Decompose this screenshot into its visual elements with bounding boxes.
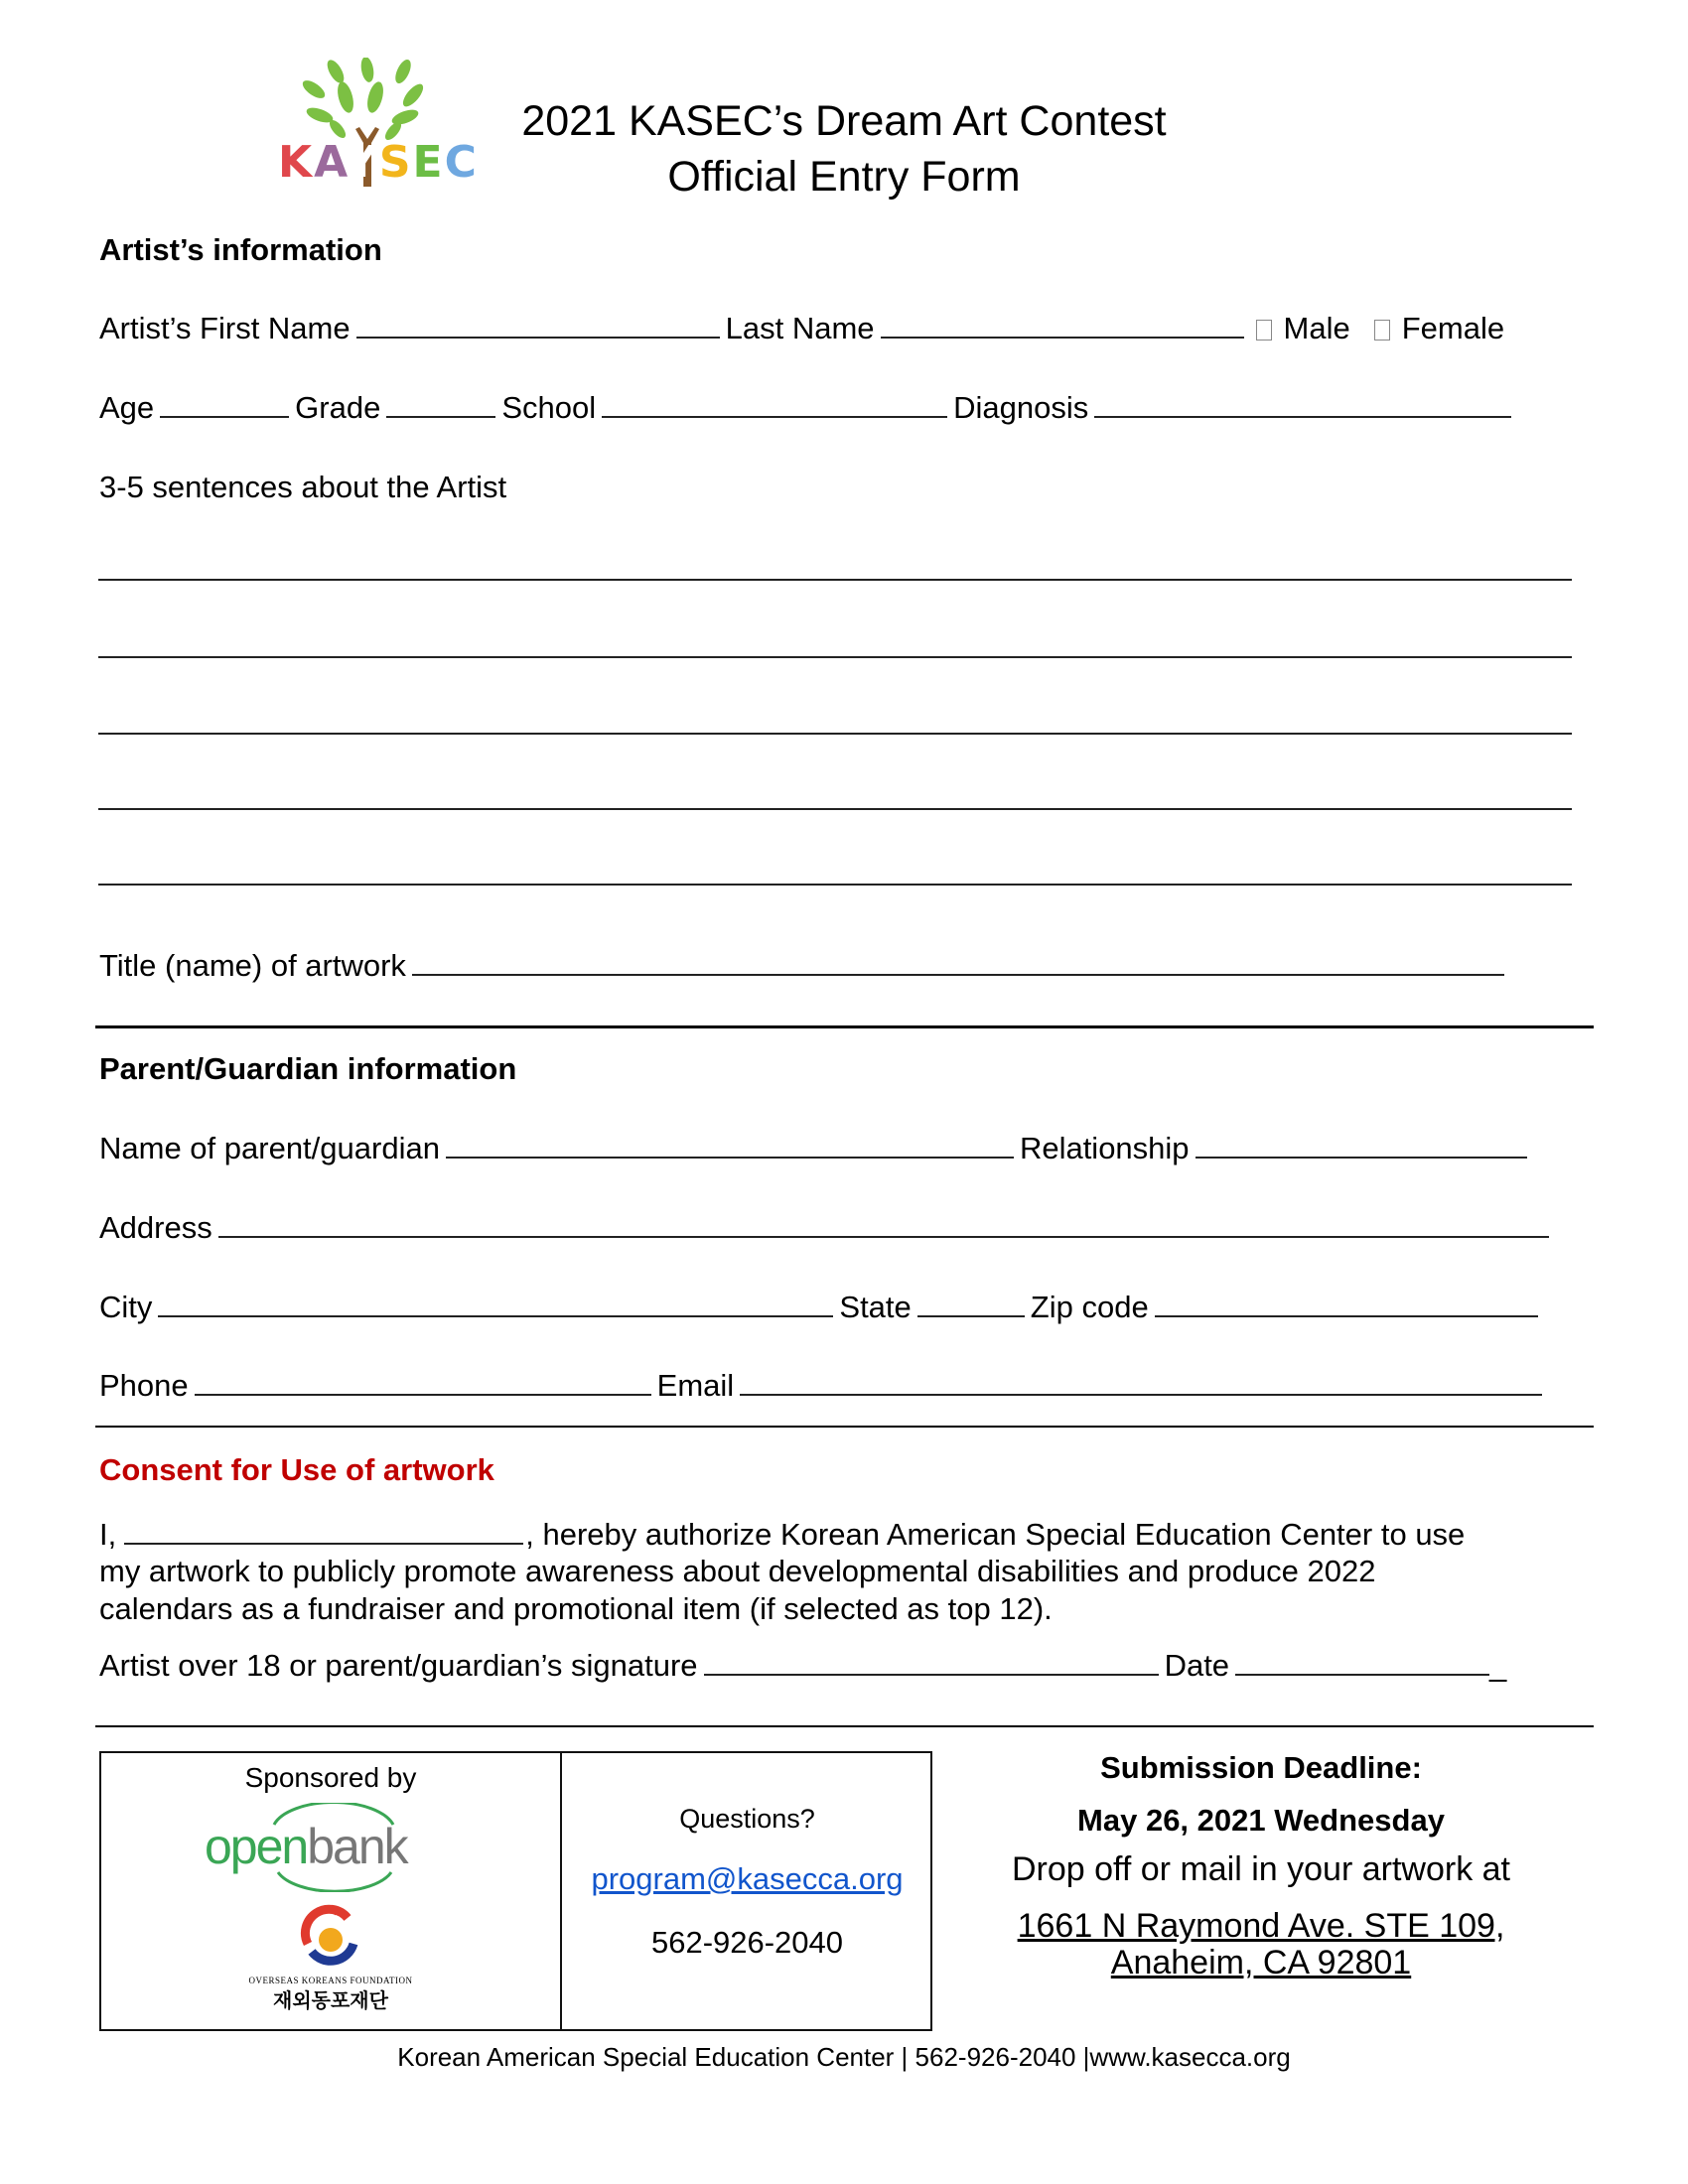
contact-phone: 562-926-2040 xyxy=(650,1925,844,1960)
first-name-field[interactable] xyxy=(356,311,720,339)
parent-name-field[interactable] xyxy=(446,1131,1014,1159)
signature-label: Artist over 18 or parent/guardian’s signature xyxy=(99,1648,698,1683)
phone-field[interactable] xyxy=(195,1368,651,1396)
address-line-1-text: 1661 N Raymond Ave. STE 109, xyxy=(1017,1907,1505,1945)
parent-section-heading: Parent/Guardian information xyxy=(99,1051,517,1086)
section-divider xyxy=(95,1725,1594,1727)
about-line-5[interactable] xyxy=(98,884,1572,886)
age-label: Age xyxy=(99,390,155,425)
address-label: Address xyxy=(99,1210,212,1245)
artist-details-row xyxy=(99,390,1517,426)
artwork-title-label: Title (name) of artwork xyxy=(99,948,406,983)
consent-line-2: my artwork to publicly promote awareness about developmental disabilities and produce 2022 xyxy=(99,1554,1376,1588)
consent-authorize-text: , hereby authorize Korean American Special Education Center to use xyxy=(525,1517,1466,1552)
signature-field[interactable] xyxy=(704,1648,1159,1676)
deadline-date: May 26, 2021 Wednesday xyxy=(1077,1803,1445,1838)
logo-wordmark: KAYSEC xyxy=(278,137,479,188)
city-row xyxy=(99,1290,1544,1325)
consent-heading: Consent for Use of artwork xyxy=(99,1452,494,1487)
address-line-2-text: Anaheim, CA 92801 xyxy=(1110,1944,1412,1981)
page-footer: Korean American Special Education Center | 562-926-2040 |www.kasecca.org xyxy=(397,2042,1291,2072)
phone-row xyxy=(99,1368,1548,1404)
page-title: 2021 KASEC’s Dream Art Contest xyxy=(521,97,1167,145)
male-checkbox[interactable] xyxy=(1256,320,1272,341)
consent-name-field[interactable] xyxy=(124,1517,523,1545)
female-label: Female xyxy=(1401,311,1505,345)
foundation-logo-icon xyxy=(298,1904,363,1970)
state-label: State xyxy=(839,1290,912,1324)
kasec-logo xyxy=(276,58,479,189)
deadline-label: Submission Deadline: xyxy=(1100,1750,1422,1785)
openbank-wordmark xyxy=(205,1819,407,1874)
about-artist-label: 3-5 sentences about the Artist xyxy=(99,470,507,504)
state-field[interactable] xyxy=(917,1290,1025,1317)
email-label: Email xyxy=(656,1368,735,1403)
address-field[interactable] xyxy=(218,1210,1549,1238)
first-name-label: Artist’s First Name xyxy=(99,311,351,345)
female-checkbox[interactable] xyxy=(1374,320,1390,341)
sponsored-by-label: Sponsored by xyxy=(244,1762,417,1793)
date-label: Date xyxy=(1164,1648,1230,1683)
city-field[interactable] xyxy=(158,1290,833,1317)
artwork-title-field[interactable] xyxy=(412,948,1504,976)
signature-row xyxy=(99,1648,1506,1684)
zip-label: Zip code xyxy=(1030,1290,1149,1324)
openbank-logo xyxy=(197,1803,465,1892)
section-divider xyxy=(95,1025,1594,1028)
phone-label: Phone xyxy=(99,1368,189,1403)
age-field[interactable] xyxy=(160,390,289,418)
grade-field[interactable] xyxy=(386,390,495,418)
submission-instructions: Drop off or mail in your artwork at xyxy=(1012,1850,1510,1888)
relationship-field[interactable] xyxy=(1196,1131,1527,1159)
diagnosis-label: Diagnosis xyxy=(953,390,1089,425)
school-field[interactable] xyxy=(602,390,947,418)
address-row xyxy=(99,1210,1555,1246)
diagnosis-field[interactable] xyxy=(1094,390,1511,418)
date-field[interactable] xyxy=(1235,1648,1489,1676)
relationship-label: Relationship xyxy=(1019,1131,1190,1165)
foundation-english-name: OVERSEAS KOREANS FOUNDATION xyxy=(248,1976,413,1985)
consent-line-1 xyxy=(99,1516,1465,1554)
foundation-korean-name: 재외동포재단 xyxy=(273,1988,388,2012)
artist-name-row xyxy=(99,311,1504,346)
grade-label: Grade xyxy=(295,390,381,425)
consent-line-3: calendars as a fundraiser and promotional item (if selected as top 12). xyxy=(99,1591,1053,1626)
email-field[interactable] xyxy=(740,1368,1542,1396)
openbank-open-text: open xyxy=(205,1819,308,1874)
submission-address-line-2 xyxy=(953,1944,1569,1981)
city-label: City xyxy=(99,1290,153,1324)
last-name-field[interactable] xyxy=(881,311,1244,339)
school-label: School xyxy=(501,390,597,425)
male-label: Male xyxy=(1283,311,1350,345)
parent-name-row xyxy=(99,1131,1533,1166)
about-line-4[interactable] xyxy=(98,808,1572,810)
date-trailing: _ xyxy=(1489,1648,1507,1683)
consent-i: I, xyxy=(99,1517,117,1552)
section-divider xyxy=(95,1426,1594,1428)
last-name-label: Last Name xyxy=(725,311,875,345)
parent-name-label: Name of parent/guardian xyxy=(99,1131,440,1165)
artwork-title-row xyxy=(99,948,1510,984)
artist-section-heading: Artist’s information xyxy=(99,232,382,267)
about-line-3[interactable] xyxy=(98,733,1572,735)
openbank-bank-text: bank xyxy=(307,1819,407,1874)
zip-field[interactable] xyxy=(1155,1290,1538,1317)
about-line-2[interactable] xyxy=(98,656,1572,658)
submission-address-line-1 xyxy=(953,1907,1569,1945)
sponsor-contact-box xyxy=(99,1751,932,2031)
page-subtitle: Official Entry Form xyxy=(667,153,1021,201)
questions-label: Questions? xyxy=(679,1804,815,1834)
about-line-1[interactable] xyxy=(98,579,1572,581)
contact-email-link[interactable]: program@kasecca.org xyxy=(591,1861,904,1896)
